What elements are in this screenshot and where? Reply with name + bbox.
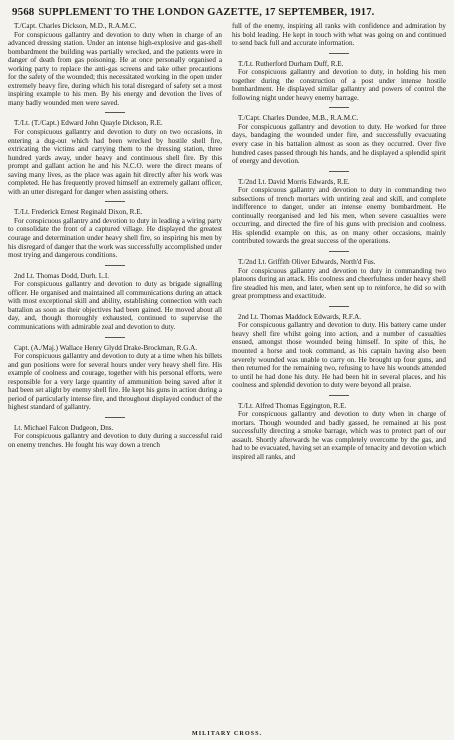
entry-divider xyxy=(105,112,125,113)
citation-entry xyxy=(232,178,446,246)
page-footer: MILITARY CROSS. xyxy=(191,730,263,737)
citation-entry xyxy=(232,60,446,103)
citation-text: For conspicuous gallantry and devotion to duty at a time when his billets and gun positions were for several hours under very heavy shell fire. His example of coolness and courage, together with his personal efforts, were responsible for a very large quantity of ammunition being saved after it had been set alight by enemy shell fire. He kept his guns in action during a period of particularly intense fire, and throughout displayed conduct of the highest standard of gallantry. xyxy=(8,352,222,412)
recipient-name: T./Lt. Rutherford Durham Duff, R.E. xyxy=(238,59,344,68)
recipient-name: T./2nd Lt. Griffith Oliver Edwards, North'd Fus. xyxy=(238,258,376,267)
entry-divider xyxy=(105,265,125,266)
recipient-name: T./Capt. Charles Dickson, M.D., R.A.M.C. xyxy=(14,22,137,30)
citation-text: For conspicuous gallantry and devotion to duty in commanding two platoons during an attack. His coolness and cheerfulness under heavy shell fire steadied his men, and later, when sent up to reinforce, he did so with great promptness and exactitude. xyxy=(232,266,446,301)
citation-text: For conspicuous gallantry and devotion to duty as brigade signalling officer. He organised and maintained all communications during an attack with most exceptional skill and ability, establishing connection with each battalion as soon as their objectives had been gained. He moved about all day, and, though thoroughly exhausted, continued to supervise the communications with admirable zeal and devotion to duty. xyxy=(8,280,222,331)
entry-divider xyxy=(105,337,125,338)
citation-entry xyxy=(232,22,446,48)
citation-text: For conspicuous gallantry and devotion to duty. He worked for three days, bandaging the wounded under fire, and successfully evacuating every case in his battalion almost as soon as they occurred. Over five hundred cases passed through his hands, and he displayed a splendid spirit of energy and devotion. xyxy=(232,122,446,166)
recipient-name: 2nd Lt. Thomas Maddock Edwards, R.F.A. xyxy=(238,312,362,321)
recipient-name: T./Capt. Charles Dundee, M.B., R.A.M.C. xyxy=(238,114,359,123)
page-title: SUPPLEMENT TO THE LONDON GAZETTE, 17 SEPTEMBER, 1917. xyxy=(38,7,375,18)
citation-text: For conspicuous gallantry and devotion to duty, in holding his men together during the construction of a post under intense hostile bombardment. He displayed similar gallantry and powers of control the following night under heavy enemy barrage. xyxy=(232,68,446,102)
text-columns xyxy=(8,22,446,462)
page-header xyxy=(12,6,446,18)
citation-text: For conspicuous gallantry and devotion to duty in commanding two subsections of trench mortars with untiring zeal and skill, and complete indifference to danger, under an intense enemy bombardment. He continually reorganised and led his men, when severe casualties were occurring, and directed the fire of his guns with precision and coolness. His splendid example on this, as on many other occasions, mainly contributed towards the great success of the operations. xyxy=(232,186,446,246)
entry-divider xyxy=(329,53,349,54)
entry-divider xyxy=(105,417,125,418)
citation-entry xyxy=(232,313,446,390)
left-column xyxy=(8,22,222,462)
entry-divider xyxy=(105,201,125,202)
citation-entry xyxy=(8,208,222,259)
citation-entry xyxy=(232,258,446,301)
right-column xyxy=(232,22,446,462)
citation-entry xyxy=(232,402,446,462)
citation-text: For conspicuous gallantry and devotion to duty when in charge of mortars. Though wounded and badly gassed, he remained at his post successfully directing a smoke barrage, which was to protect part of our assault. Shortly afterwards he was completely overcome by the gas, and had to be evacuated, having set an example of tenacity and devotion which inspired all ranks, and xyxy=(232,410,446,461)
recipient-name: Lt. Michael Falcon Dudgeon, Dns. xyxy=(14,423,114,432)
recipient-name: Capt. (A./Maj.) Wallace Henry Glydd Drake-Brockman, R.G.A. xyxy=(14,343,198,352)
citation-text: For conspicuous gallantry and devotion to duty when in charge of an advanced dressing station. Under an intense high-explosive and gas-shell bombardment the building was partially wrecked, and the patients were in danger of death from gas poisoning. He at once personally organised a working party to replace the anti-gas screens and take other precautions for the safety of the wounded; this necessitated working in the open under extremely heavy fire, during which his total disregard of safety set a most inspiring example to his men. By his energy and devotion the lives of many badly wounded men were saved. xyxy=(8,30,222,107)
citation-entry xyxy=(8,424,222,450)
citation-text: For conspicuous gallantry and devotion to duty in leading a wiring party to consolidate the front of a captured village. He displayed the greatest courage and determination under heavy shell fire, so inspiring his men by his disregard of danger that the work was successfully accomplished under most trying and dangerous conditions. xyxy=(8,216,222,260)
citation-entry xyxy=(8,272,222,332)
citation-text: For conspicuous gallantry and devotion to duty on two occasions, in entering a dug-out which had been wrecked by hostile shell fire, extricating the victims and carrying them to the dressing station, three hundred yards away, under heavy and continuous shell fire. By this prompt and gallant action he and his N.C.O. were the direct means of saving many lives, as the place was again hit directly after his work was completed. He has frequently proved himself an extremely gallant officer, with an utter disregard for danger when assisting others. xyxy=(8,128,222,196)
recipient-name: T./Lt. Alfred Thomas Eggington, R.E. xyxy=(238,401,347,410)
recipient-name: T./Lt. Frederick Ernest Reginald Dixon, R.E. xyxy=(14,208,143,217)
recipient-name: T./Lt. (T./Capt.) Edward John Quayle Dickson, R.E. xyxy=(14,119,163,128)
entry-divider xyxy=(329,107,349,108)
recipient-name: 2nd Lt. Thomas Dodd, Durh. L.I. xyxy=(14,271,110,280)
recipient-name: T./2nd Lt. David Morris Edwards, R.E. xyxy=(238,177,350,186)
entry-divider xyxy=(329,251,349,252)
citation-entry xyxy=(8,119,222,196)
entry-divider xyxy=(329,171,349,172)
citation-entry xyxy=(8,344,222,412)
citation-text: full of the enemy, inspiring all ranks with confidence and admiration by his bold leading. He kept in touch with what was going on and continued to send back full and accurate information. xyxy=(232,22,446,48)
page-number: 9568 xyxy=(12,6,35,18)
citation-text: For conspicuous gallantry and devotion to duty during a successful raid on enemy trenches. He fought his way down a trench xyxy=(8,432,222,449)
citation-entry xyxy=(232,114,446,165)
entry-divider xyxy=(329,395,349,396)
entry-divider xyxy=(329,306,349,307)
citation-text: For conspicuous gallantry and devotion to duty. His battery came under heavy shell fire whilst going into action, and a number of casualties ensued, amongst those wounded being himself. In spite of this, he mounted a horse and took command, as his captain having also been severely wounded was unable to carry on. He brought up four guns, and then returned for the remaining two, refusing to have his wounds attended to until he had done his duty. He had been hit in several places, and his coolness and splendid devotion to duty were beyond all praise. xyxy=(232,321,446,390)
citation-entry xyxy=(8,22,222,107)
